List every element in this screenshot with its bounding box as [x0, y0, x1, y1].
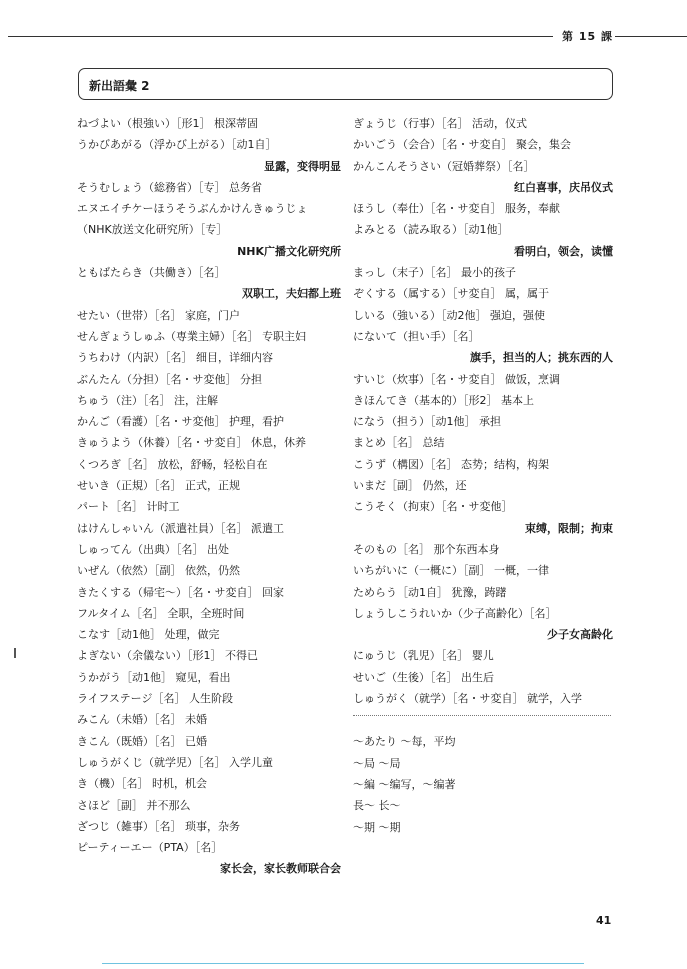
lesson-label: 第 15 課	[562, 30, 613, 43]
vocab-entry: 束缚，限制；拘束	[525, 521, 613, 535]
vocab-entry: きほんてき（基本的）［形2］ 基本上	[353, 393, 534, 407]
section-heading-box	[78, 68, 613, 100]
vocab-entry: ともばたらき（共働き）［名］	[77, 266, 226, 280]
vocab-entry: かんご（看護）［名・サ変他］ 护理，看护	[77, 415, 284, 429]
vocab-entry: ライフステージ［名］ 人生阶段	[77, 692, 233, 706]
vocab-entry: さほど［副］ 并不那么	[77, 798, 191, 812]
affix-entry: 〜編 〜编写，〜编著	[353, 777, 456, 791]
vocab-column-right	[353, 113, 617, 838]
vocab-entry: ほうし（奉仕）［名・サ変自］ 服务，奉献	[353, 202, 560, 216]
vocab-entry: ざつじ（雑事）［名］ 琐事，杂务	[77, 819, 240, 833]
vocab-entry: エヌエイチケーほうそうぶんかけんきゅうじょ	[77, 202, 308, 216]
vocab-entry: （NHK放送文化研究所）［专］	[77, 223, 228, 237]
vocab-entry: せたい（世帯）［名］ 家庭，门户	[77, 308, 240, 322]
vocab-column-left	[77, 113, 345, 880]
vocab-entry: き（機）［名］ 时机，机会	[77, 777, 207, 791]
vocab-entry: 看明白，领会，读懂	[514, 244, 613, 258]
vocab-entry: せいき（正規）［名］ 正式，正规	[77, 479, 240, 493]
dotted-divider	[353, 715, 611, 717]
vocab-entry: フルタイム［名］ 全职，全班时间	[77, 606, 245, 620]
vocab-entry: ねづよい（根強い）［形1］ 根深蒂固	[77, 117, 258, 130]
vocab-entry: よみとる（読み取る）［动1他］	[353, 223, 509, 237]
page-number: 41	[596, 914, 612, 927]
vocab-entry: こうそく（拘束）［名・サ変他］	[353, 500, 513, 514]
vocab-entry: せいご（生後）［名］ 出生后	[353, 670, 494, 684]
affix-entry: 〜あたり 〜每，平均	[353, 735, 456, 749]
vocab-entry: ためらう［动1自］ 犹豫，踌躇	[353, 585, 507, 599]
vocab-entry: くつろぎ［名］ 放松，舒畅，轻松自在	[77, 457, 268, 471]
vocab-entry: ぎょうじ（行事）［名］ 活动，仪式	[353, 117, 527, 130]
vocab-entry: になう（担う）［动1他］ 承担	[353, 415, 501, 429]
vocab-entry: いぜん（依然）［副］ 依然，仍然	[77, 564, 240, 578]
vocab-entry: ぶんたん（分担）［名・サ変他］ 分担	[77, 372, 262, 386]
vocab-entry: しゅってん（出典）［名］ 出处	[77, 542, 229, 556]
vocab-entry: そのもの［名］ 那个东西本身	[353, 542, 500, 556]
vocab-entry: せんぎょうしゅふ（専業主婦）［名］ 专职主妇	[77, 329, 306, 343]
vocab-entry: みこん（未婚）［名］ 未婚	[77, 713, 207, 727]
vocab-entry: 显露，变得明显	[264, 159, 341, 173]
vocab-entry: しょうしこうれいか（少子高齢化）［名］	[353, 606, 557, 620]
vocab-entry: かいごう（会合）［名・サ変自］ 聚会，集会	[353, 138, 571, 152]
vocab-entry: そうむしょう（総務省）［专］ 总务省	[77, 180, 262, 194]
vocab-entry: きゅうよう（休養）［名・サ変自］ 休息，休养	[77, 436, 306, 450]
vocab-entry: うかがう［动1他］ 窥见，看出	[77, 670, 231, 684]
vocab-entry: パート［名］ 计时工	[77, 500, 180, 514]
vocab-entry: きこん（既婚）［名］ 已婚	[77, 734, 207, 748]
vocab-entry: 旗手，担当的人；挑东西的人	[470, 351, 613, 365]
vocab-entry: よぎない（余儀ない）［形1］ 不得已	[77, 649, 258, 663]
vocab-entry: 家长会，家长教师联合会	[220, 862, 341, 876]
vocab-entry: かんこんそうさい（冠婚葬祭）［名］	[353, 159, 535, 173]
vocab-entry: しゅうがく（就学）［名・サ変自］ 就学，入学	[353, 692, 582, 706]
vocab-entry: いまだ［副］ 仍然，还	[353, 479, 467, 493]
vocab-entry: しいる（強いる）［动2他］ 强迫，强使	[353, 308, 545, 322]
vocab-entry: 红白喜事，庆吊仪式	[514, 180, 613, 194]
vocab-entry: にないて（担い手）［名］	[353, 329, 480, 343]
left-margin-mark	[14, 648, 16, 658]
vocab-entry: にゅうじ（乳児）［名］ 婴儿	[353, 649, 494, 663]
vocab-entry: うちわけ（内訳）［名］ 细目，详细内容	[77, 351, 273, 365]
vocab-entry: NHK广播文化研究所	[237, 244, 341, 258]
vocab-entry: いちがいに（一概に）［副］ 一概，一律	[353, 564, 549, 578]
vocab-entry: まっし（末子）［名］ 最小的孩子	[353, 266, 516, 280]
header-rule-left	[8, 36, 553, 37]
vocab-entry: しゅうがくじ（就学児）［名］ 入学儿童	[77, 755, 273, 769]
vocab-entry: うかびあがる（浮かび上がる）［动1自］	[77, 138, 277, 152]
vocab-entry: ピーティーエー（PTA）［名］	[77, 841, 223, 855]
section-title: 新出語彙 2	[89, 79, 150, 93]
vocab-entry: きたくする（帰宅〜）［名・サ変自］ 回家	[77, 585, 284, 599]
footer-rule	[102, 963, 584, 964]
affix-entry: 〜期 〜期	[353, 820, 401, 834]
vocab-entry: ちゅう（注）［名］ 注，注解	[77, 393, 218, 407]
vocab-entry: 双职工，夫妇都上班	[242, 287, 341, 301]
header-rule-right	[615, 36, 687, 37]
vocab-entry: ぞくする（属する）［サ変自］ 属，属于	[353, 287, 549, 301]
affix-entry: 長〜 长〜	[353, 799, 401, 813]
vocab-entry: こなす［动1他］ 处理，做完	[77, 628, 220, 642]
vocab-entry: すいじ（炊事）［名・サ変自］ 做饭，烹调	[353, 372, 560, 386]
vocab-entry: まとめ［名］ 总结	[353, 436, 445, 450]
vocab-entry: 少子女高龄化	[547, 628, 613, 642]
vocab-entry: こうず（構図）［名］ 态势；结构，构架	[353, 457, 549, 471]
vocab-entry: はけんしゃいん（派遣社員）［名］ 派遣工	[77, 521, 284, 535]
affix-entry: 〜局 〜局	[353, 756, 401, 770]
